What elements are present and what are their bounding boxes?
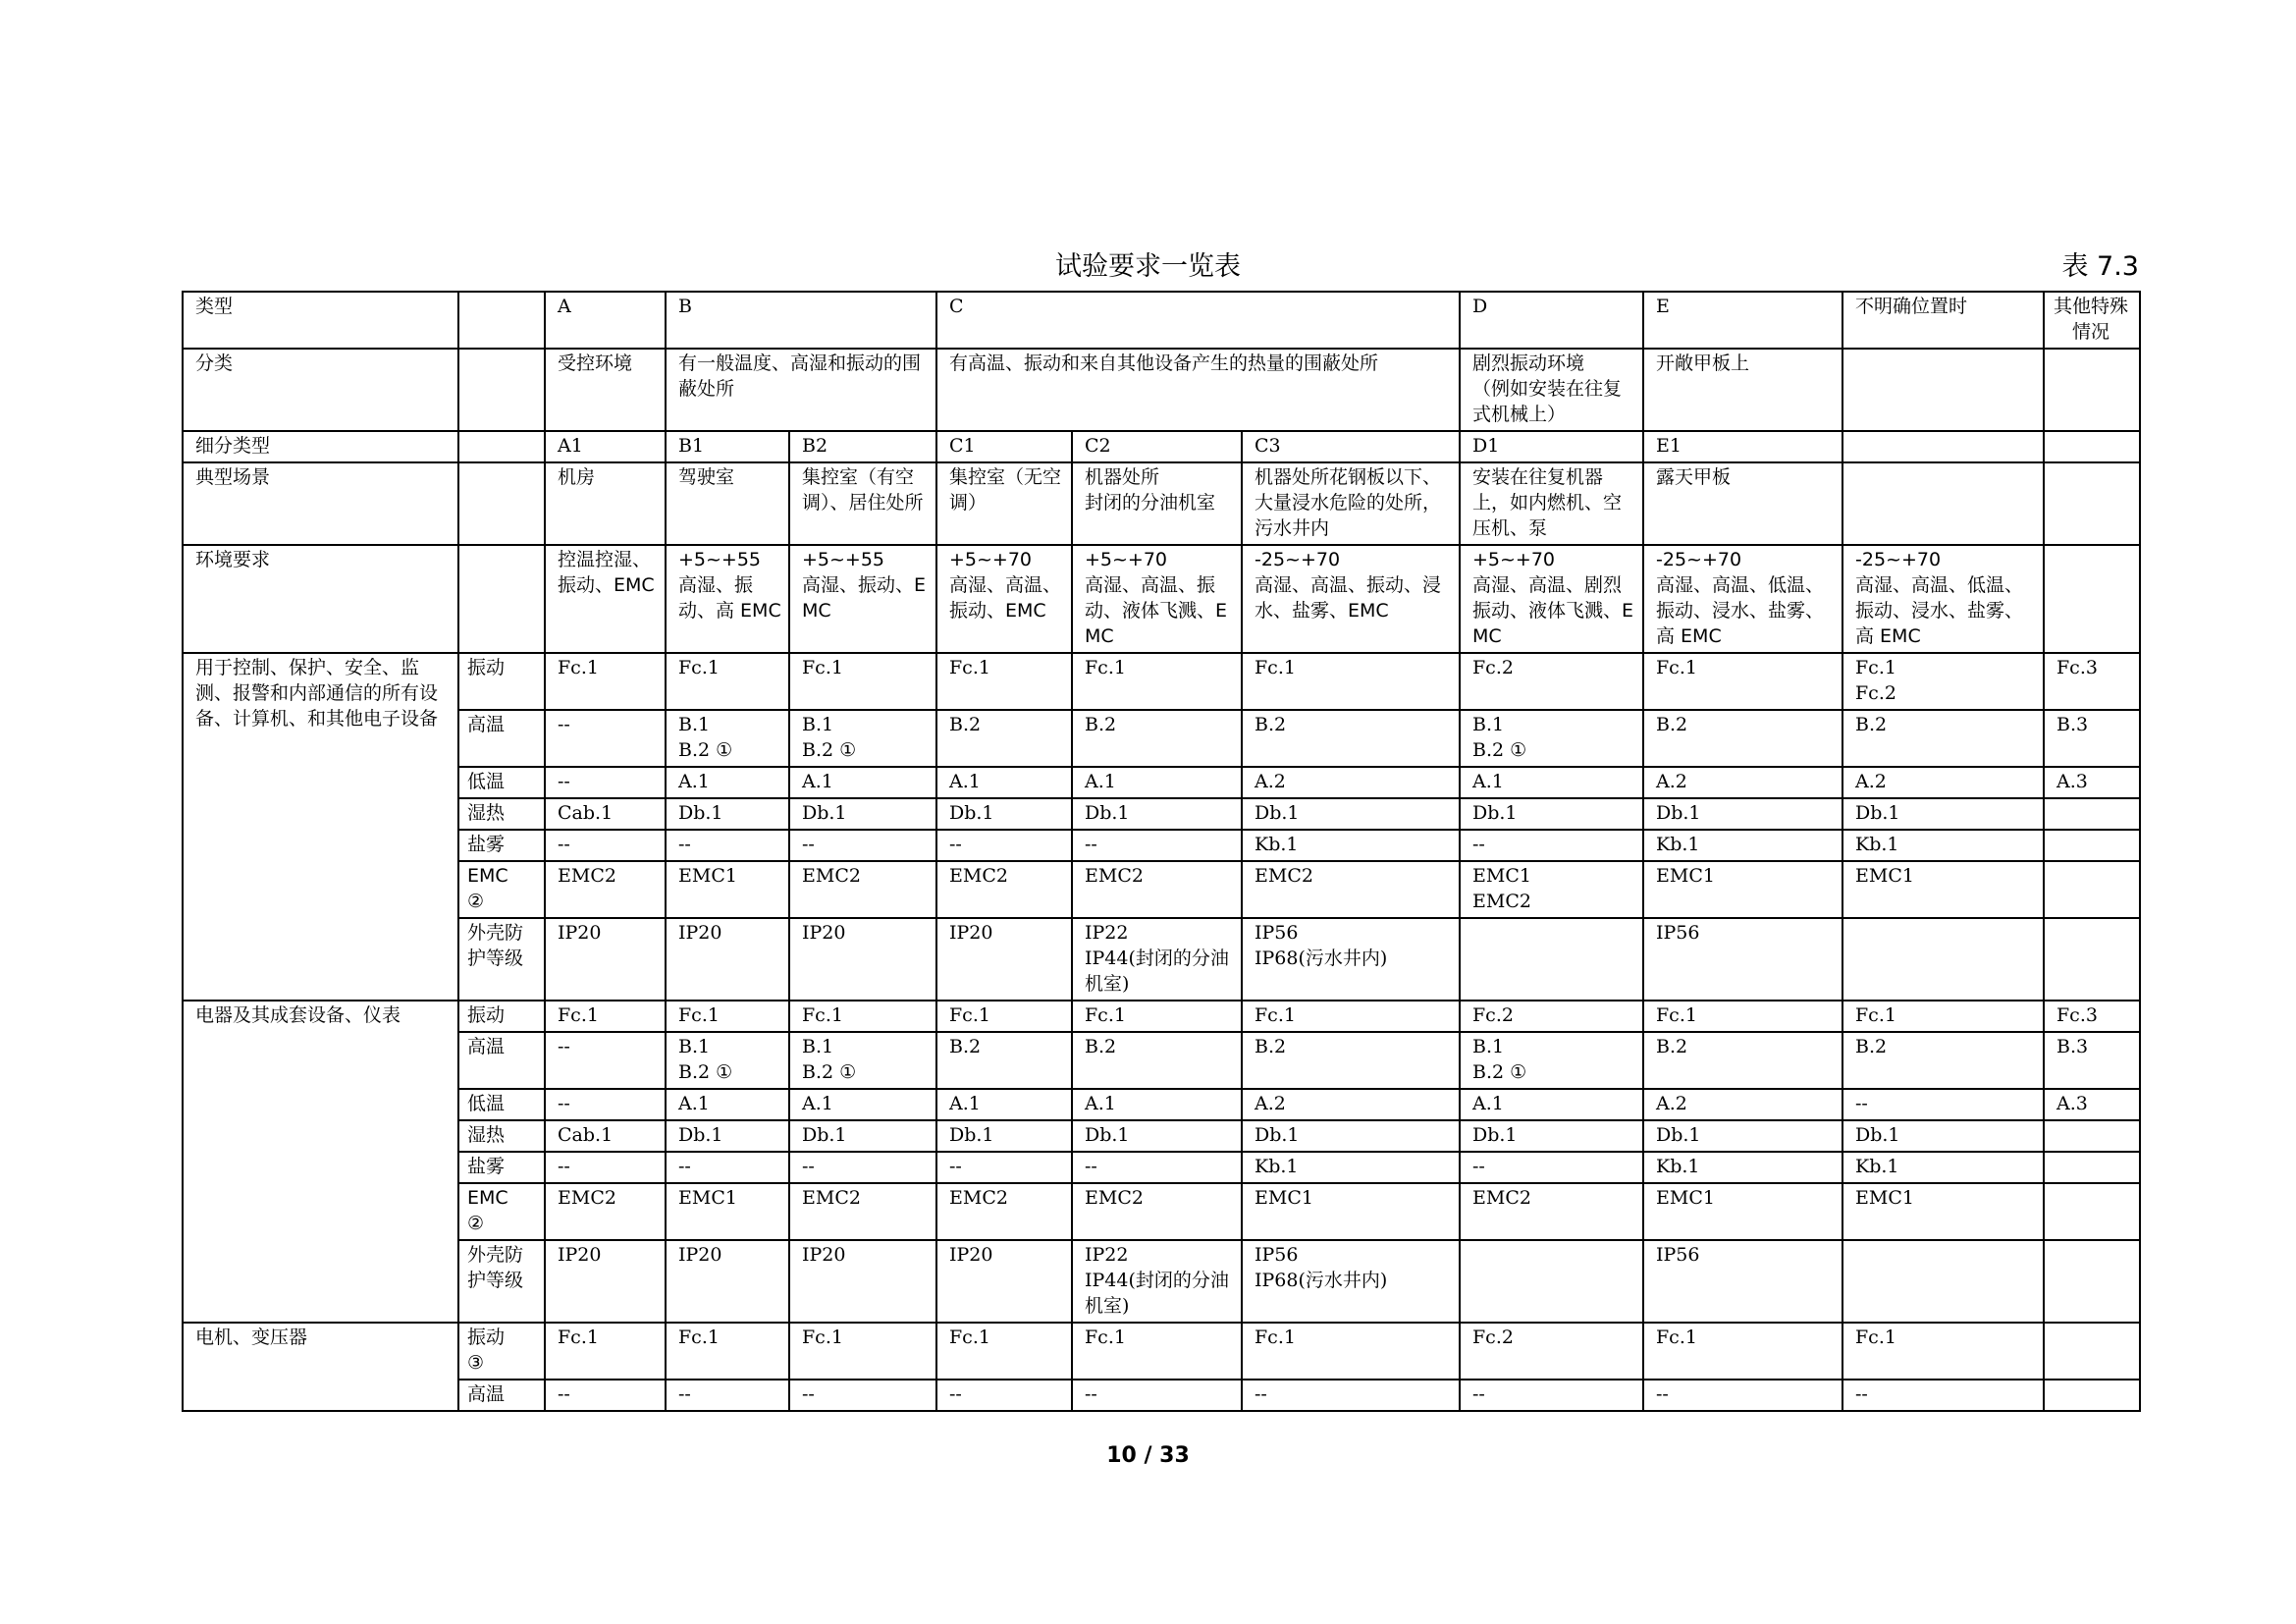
test-requirements-body xyxy=(183,653,2140,1411)
table-cell: B.2 xyxy=(1072,1032,1242,1089)
table-cell xyxy=(1842,1240,2044,1323)
table-cell: B.2 xyxy=(1643,710,1842,767)
table-cell: -- xyxy=(545,1152,666,1183)
table-cell: Cab.1 xyxy=(545,1120,666,1152)
table-cell: -- xyxy=(545,1380,666,1411)
table-cell: Kb.1 xyxy=(1842,1152,2044,1183)
page-total: 33 xyxy=(1159,1443,1190,1468)
table-cell: A.1 xyxy=(936,767,1072,798)
table-cell: Fc.1 xyxy=(545,1001,666,1032)
header-row-subtype xyxy=(183,431,2140,462)
table-cell: C xyxy=(936,292,1460,349)
page-number: 10 xyxy=(1106,1443,1137,1468)
table-cell: -- xyxy=(545,1089,666,1120)
test-item-label: 振动 xyxy=(458,653,545,710)
table-cell xyxy=(2044,830,2140,861)
table-cell: IP56 IP68(污水井内) xyxy=(1242,918,1460,1001)
table-row xyxy=(183,1089,2140,1120)
table-cell: 集控室（无空调） xyxy=(936,462,1072,545)
table-cell: IP20 xyxy=(789,918,936,1001)
table-cell: IP56 IP68(污水井内) xyxy=(1242,1240,1460,1323)
table-cell: A.2 xyxy=(1842,767,2044,798)
table-cell: D1 xyxy=(1460,431,1643,462)
table-cell: A.1 xyxy=(1460,1089,1643,1120)
table-cell xyxy=(2044,545,2140,653)
table-cell: Db.1 xyxy=(1643,798,1842,830)
test-item-label: 高温 xyxy=(458,710,545,767)
table-cell: Fc.2 xyxy=(1460,653,1643,710)
test-item-label: 低温 xyxy=(458,1089,545,1120)
table-cell: Kb.1 xyxy=(1842,830,2044,861)
table-cell xyxy=(2044,861,2140,918)
table-cell: 开敞甲板上 xyxy=(1643,349,1842,431)
table-cell: Fc.1 xyxy=(1072,1323,1242,1380)
table-cell: 集控室（有空调）、居住处所 xyxy=(789,462,936,545)
table-cell: B.1 B.2 ① xyxy=(1460,1032,1643,1089)
table-row xyxy=(183,830,2140,861)
table-cell: Fc.1 xyxy=(789,1001,936,1032)
table-cell: C1 xyxy=(936,431,1072,462)
table-cell: Fc.1 xyxy=(1242,1001,1460,1032)
table-cell: Db.1 xyxy=(936,1120,1072,1152)
table-cell xyxy=(458,545,545,653)
table-row xyxy=(183,710,2140,767)
group-label: 电器及其成套设备、仪表 xyxy=(183,1001,458,1323)
table-cell: B.2 xyxy=(1842,710,2044,767)
table-cell: IP20 xyxy=(936,1240,1072,1323)
table-cell: Fc.1 xyxy=(1643,1323,1842,1380)
table-cell: Fc.1 Fc.2 xyxy=(1842,653,2044,710)
test-item-label: EMC ② xyxy=(458,861,545,918)
table-cell: B.1 B.2 ① xyxy=(789,710,936,767)
table-cell: C2 xyxy=(1072,431,1242,462)
table-cell: A1 xyxy=(545,431,666,462)
table-cell: 有一般温度、高湿和振动的围蔽处所 xyxy=(666,349,936,431)
header-row-class xyxy=(183,349,2140,431)
table-cell: B.2 xyxy=(1072,710,1242,767)
table-cell xyxy=(458,349,545,431)
table-cell xyxy=(1842,462,2044,545)
table-cell xyxy=(2044,798,2140,830)
test-item-label: 高温 xyxy=(458,1380,545,1411)
table-cell: EMC2 xyxy=(1460,1183,1643,1240)
table-cell: A.1 xyxy=(936,1089,1072,1120)
table-cell: Fc.1 xyxy=(1242,653,1460,710)
table-number: 表 7.3 xyxy=(2061,251,2139,282)
table-cell: A.1 xyxy=(666,1089,789,1120)
table-cell: Fc.1 xyxy=(1242,1323,1460,1380)
table-cell: EMC1 xyxy=(666,861,789,918)
table-cell: Fc.1 xyxy=(1072,653,1242,710)
table-cell: EMC2 xyxy=(936,1183,1072,1240)
table-cell xyxy=(2044,1183,2140,1240)
table-cell: EMC2 xyxy=(1072,861,1242,918)
test-item-label: 振动 xyxy=(458,1001,545,1032)
table-cell: Db.1 xyxy=(936,798,1072,830)
table-cell: Kb.1 xyxy=(1242,830,1460,861)
table-cell: B.1 B.2 ① xyxy=(1460,710,1643,767)
table-cell: -- xyxy=(789,830,936,861)
table-cell: +5~+70 高湿、高温、振动、EMC xyxy=(936,545,1072,653)
test-item-label: 湿热 xyxy=(458,798,545,830)
table-cell: B.2 xyxy=(936,710,1072,767)
table-row xyxy=(183,1152,2140,1183)
table-cell: EMC2 xyxy=(789,861,936,918)
table-cell: Db.1 xyxy=(1460,798,1643,830)
table-cell: -- xyxy=(1072,1380,1242,1411)
table-cell: B.3 xyxy=(2044,1032,2140,1089)
table-cell: Fc.1 xyxy=(1842,1001,2044,1032)
table-cell xyxy=(1842,918,2044,1001)
table-cell: -- xyxy=(1072,1152,1242,1183)
table-cell xyxy=(2044,462,2140,545)
header-row-scenario xyxy=(183,462,2140,545)
table-cell: -- xyxy=(1460,1152,1643,1183)
table-cell: -- xyxy=(545,767,666,798)
table-cell xyxy=(1842,431,2044,462)
table-cell: Fc.3 xyxy=(2044,653,2140,710)
table-cell: -- xyxy=(545,710,666,767)
table-cell: IP20 xyxy=(666,1240,789,1323)
table-cell xyxy=(458,292,545,349)
table-cell: Kb.1 xyxy=(1242,1152,1460,1183)
test-item-label: EMC ② xyxy=(458,1183,545,1240)
group-label: 电机、变压器 xyxy=(183,1323,458,1411)
table-cell xyxy=(2044,918,2140,1001)
test-item-label: 振动 ③ xyxy=(458,1323,545,1380)
table-cell: EMC2 xyxy=(1072,1183,1242,1240)
table-cell: EMC1 EMC2 xyxy=(1460,861,1643,918)
test-item-label: 湿热 xyxy=(458,1120,545,1152)
table-cell: EMC2 xyxy=(789,1183,936,1240)
table-cell: B.1 B.2 ① xyxy=(666,710,789,767)
table-cell: B.3 xyxy=(2044,710,2140,767)
table-cell: Fc.1 xyxy=(666,1001,789,1032)
table-cell: Db.1 xyxy=(1842,798,2044,830)
table-cell: 机房 xyxy=(545,462,666,545)
table-cell: Db.1 xyxy=(789,798,936,830)
table-cell: 其他特殊情况 xyxy=(2044,292,2140,349)
table-cell: 剧烈振动环境 （例如安装在往复式机械上） xyxy=(1460,349,1643,431)
table-cell: Db.1 xyxy=(1072,798,1242,830)
test-item-label: 外壳防护等级 xyxy=(458,1240,545,1323)
table-cell xyxy=(1842,349,2044,431)
table-cell xyxy=(1460,1240,1643,1323)
table-cell: D xyxy=(1460,292,1643,349)
table-cell: -- xyxy=(666,1380,789,1411)
table-cell: EMC2 xyxy=(1242,861,1460,918)
test-item-label: 低温 xyxy=(458,767,545,798)
table-cell: IP20 xyxy=(666,918,789,1001)
table-cell: -- xyxy=(936,830,1072,861)
table-cell: Fc.2 xyxy=(1460,1001,1643,1032)
table-cell: B.1 B.2 ① xyxy=(789,1032,936,1089)
table-cell: A.1 xyxy=(1072,1089,1242,1120)
table-cell: Db.1 xyxy=(1842,1120,2044,1152)
table-row xyxy=(183,1240,2140,1323)
table-cell xyxy=(2044,1323,2140,1380)
table-cell: Fc.1 xyxy=(789,653,936,710)
table-cell xyxy=(2044,1120,2140,1152)
table-cell xyxy=(2044,1380,2140,1411)
table-cell: 安装在往复机器上，如内燃机、空压机、泵 xyxy=(1460,462,1643,545)
table-cell: -- xyxy=(1643,1380,1842,1411)
table-cell: B.2 xyxy=(1643,1032,1842,1089)
table-cell: A.2 xyxy=(1242,767,1460,798)
table-cell: +5~+70 高湿、高温、振动、液体飞溅、EMC xyxy=(1072,545,1242,653)
table-cell: Db.1 xyxy=(1643,1120,1842,1152)
table-cell: EMC2 xyxy=(936,861,1072,918)
table-cell: -- xyxy=(666,830,789,861)
table-cell: Db.1 xyxy=(1242,1120,1460,1152)
test-item-label: 盐雾 xyxy=(458,830,545,861)
table-cell: EMC2 xyxy=(545,861,666,918)
page-separator: / xyxy=(1136,1443,1160,1468)
page-footer xyxy=(0,1443,2296,1468)
header-row-environment xyxy=(183,545,2140,653)
group-label: 用于控制、保护、安全、监测、报警和内部通信的所有设备、计算机、和其他电子设备 xyxy=(183,653,458,1001)
table-cell: A.2 xyxy=(1242,1089,1460,1120)
table-cell: A.1 xyxy=(1460,767,1643,798)
table-cell: -- xyxy=(1460,830,1643,861)
table-cell: 典型场景 xyxy=(183,462,458,545)
table-cell: -- xyxy=(666,1152,789,1183)
table-cell: EMC1 xyxy=(1242,1183,1460,1240)
table-cell: 有高温、振动和来自其他设备产生的热量的围蔽处所 xyxy=(936,349,1460,431)
table-cell: -- xyxy=(1460,1380,1643,1411)
table-cell: -- xyxy=(936,1380,1072,1411)
table-cell: A.3 xyxy=(2044,1089,2140,1120)
table-cell: IP20 xyxy=(789,1240,936,1323)
table-cell: Fc.1 xyxy=(1842,1323,2044,1380)
table-cell: Fc.1 xyxy=(666,1323,789,1380)
table-row xyxy=(183,1323,2140,1380)
table-cell: -- xyxy=(789,1152,936,1183)
table-cell: Fc.2 xyxy=(1460,1323,1643,1380)
table-cell: -25~+70 高湿、高温、低温、振动、浸水、盐雾、高 EMC xyxy=(1842,545,2044,653)
table-cell: -- xyxy=(789,1380,936,1411)
table-row xyxy=(183,653,2140,710)
table-cell: Db.1 xyxy=(1072,1120,1242,1152)
table-cell: IP56 xyxy=(1643,1240,1842,1323)
table-cell: 分类 xyxy=(183,349,458,431)
table-cell: 受控环境 xyxy=(545,349,666,431)
table-cell: 细分类型 xyxy=(183,431,458,462)
table-cell: Db.1 xyxy=(789,1120,936,1152)
table-cell xyxy=(2044,1240,2140,1323)
table-cell: EMC1 xyxy=(1842,861,2044,918)
table-cell xyxy=(1460,918,1643,1001)
table-cell xyxy=(458,462,545,545)
test-item-label: 高温 xyxy=(458,1032,545,1089)
table-cell: Db.1 xyxy=(666,798,789,830)
table-cell: -- xyxy=(545,830,666,861)
table-cell: 机器处所 封闭的分油机室 xyxy=(1072,462,1242,545)
table-cell: B1 xyxy=(666,431,789,462)
table-cell: 露天甲板 xyxy=(1643,462,1842,545)
table-cell: A.2 xyxy=(1643,767,1842,798)
table-cell: Db.1 xyxy=(1242,798,1460,830)
table-row xyxy=(183,918,2140,1001)
table-cell: B.2 xyxy=(936,1032,1072,1089)
table-cell: E1 xyxy=(1643,431,1842,462)
table-cell: +5~+55 高湿、振动、高 EMC xyxy=(666,545,789,653)
table-cell: 环境要求 xyxy=(183,545,458,653)
table-cell: Fc.1 xyxy=(789,1323,936,1380)
table-cell: Fc.3 xyxy=(2044,1001,2140,1032)
table-cell: Fc.1 xyxy=(1643,653,1842,710)
table-row xyxy=(183,1183,2140,1240)
table-cell: Fc.1 xyxy=(1072,1001,1242,1032)
table-cell: B.2 xyxy=(1242,1032,1460,1089)
test-item-label: 外壳防护等级 xyxy=(458,918,545,1001)
table-row xyxy=(183,798,2140,830)
table-cell xyxy=(2044,349,2140,431)
table-cell: EMC1 xyxy=(666,1183,789,1240)
test-item-label: 盐雾 xyxy=(458,1152,545,1183)
table-cell: A.1 xyxy=(1072,767,1242,798)
table-row xyxy=(183,1001,2140,1032)
table-cell: IP20 xyxy=(936,918,1072,1001)
table-row xyxy=(183,1120,2140,1152)
table-cell: 控温控湿、振动、EMC xyxy=(545,545,666,653)
header-row-type xyxy=(183,292,2140,349)
table-cell: -- xyxy=(1072,830,1242,861)
table-cell: 类型 xyxy=(183,292,458,349)
table-cell: Fc.1 xyxy=(545,1323,666,1380)
table-cell: Kb.1 xyxy=(1643,830,1842,861)
table-cell: IP20 xyxy=(545,1240,666,1323)
table-cell: IP22 IP44(封闭的分油机室) xyxy=(1072,1240,1242,1323)
table-cell: -- xyxy=(1242,1380,1460,1411)
table-cell: Kb.1 xyxy=(1643,1152,1842,1183)
table-cell: IP56 xyxy=(1643,918,1842,1001)
table-cell: 不明确位置时 xyxy=(1842,292,2044,349)
table-cell: -- xyxy=(1842,1380,2044,1411)
table-row xyxy=(183,767,2140,798)
table-cell: EMC1 xyxy=(1842,1183,2044,1240)
table-cell: Fc.1 xyxy=(936,1323,1072,1380)
table-row xyxy=(183,1380,2140,1411)
table-cell: -- xyxy=(936,1152,1072,1183)
table-cell: EMC2 xyxy=(545,1183,666,1240)
table-cell: 驾驶室 xyxy=(666,462,789,545)
table-cell: A.3 xyxy=(2044,767,2140,798)
table-cell: C3 xyxy=(1242,431,1460,462)
table-cell: B2 xyxy=(789,431,936,462)
table-cell xyxy=(2044,1152,2140,1183)
table-cell: Fc.1 xyxy=(936,653,1072,710)
table-cell: EMC1 xyxy=(1643,861,1842,918)
table-cell xyxy=(458,431,545,462)
table-cell: A.1 xyxy=(789,767,936,798)
table-cell: IP20 xyxy=(545,918,666,1001)
table-cell: A.2 xyxy=(1643,1089,1842,1120)
table-cell: EMC1 xyxy=(1643,1183,1842,1240)
table-cell: A.1 xyxy=(789,1089,936,1120)
table-cell xyxy=(2044,431,2140,462)
table-cell: -25~+70 高湿、高温、振动、浸水、盐雾、EMC xyxy=(1242,545,1460,653)
table-cell: B xyxy=(666,292,936,349)
table-cell: Fc.1 xyxy=(666,653,789,710)
table-cell: B.2 xyxy=(1842,1032,2044,1089)
table-row xyxy=(183,861,2140,918)
table-cell: Db.1 xyxy=(1460,1120,1643,1152)
table-cell: B.1 B.2 ① xyxy=(666,1032,789,1089)
table-cell: Cab.1 xyxy=(545,798,666,830)
table-cell: +5~+70 高湿、高温、剧烈振动、液体飞溅、EMC xyxy=(1460,545,1643,653)
test-requirements-table xyxy=(182,291,2141,1412)
table-cell: 机器处所花钢板以下、大量浸水危险的处所，污水井内 xyxy=(1242,462,1460,545)
table-row xyxy=(183,1032,2140,1089)
table-cell: E xyxy=(1643,292,1842,349)
table-cell: Fc.1 xyxy=(1643,1001,1842,1032)
table-cell: Fc.1 xyxy=(936,1001,1072,1032)
table-cell: -25~+70 高湿、高温、低温、振动、浸水、盐雾、高 EMC xyxy=(1643,545,1842,653)
table-cell: +5~+55 高湿、振动、EMC xyxy=(789,545,936,653)
table-cell: A.1 xyxy=(666,767,789,798)
table-cell: B.2 xyxy=(1242,710,1460,767)
table-cell: Db.1 xyxy=(666,1120,789,1152)
table-cell: A xyxy=(545,292,666,349)
table-cell: -- xyxy=(545,1032,666,1089)
table-cell: IP22 IP44(封闭的分油机室) xyxy=(1072,918,1242,1001)
table-cell: -- xyxy=(1842,1089,2044,1120)
table-title: 试验要求一览表 xyxy=(1055,251,1241,282)
table-cell: Fc.1 xyxy=(545,653,666,710)
